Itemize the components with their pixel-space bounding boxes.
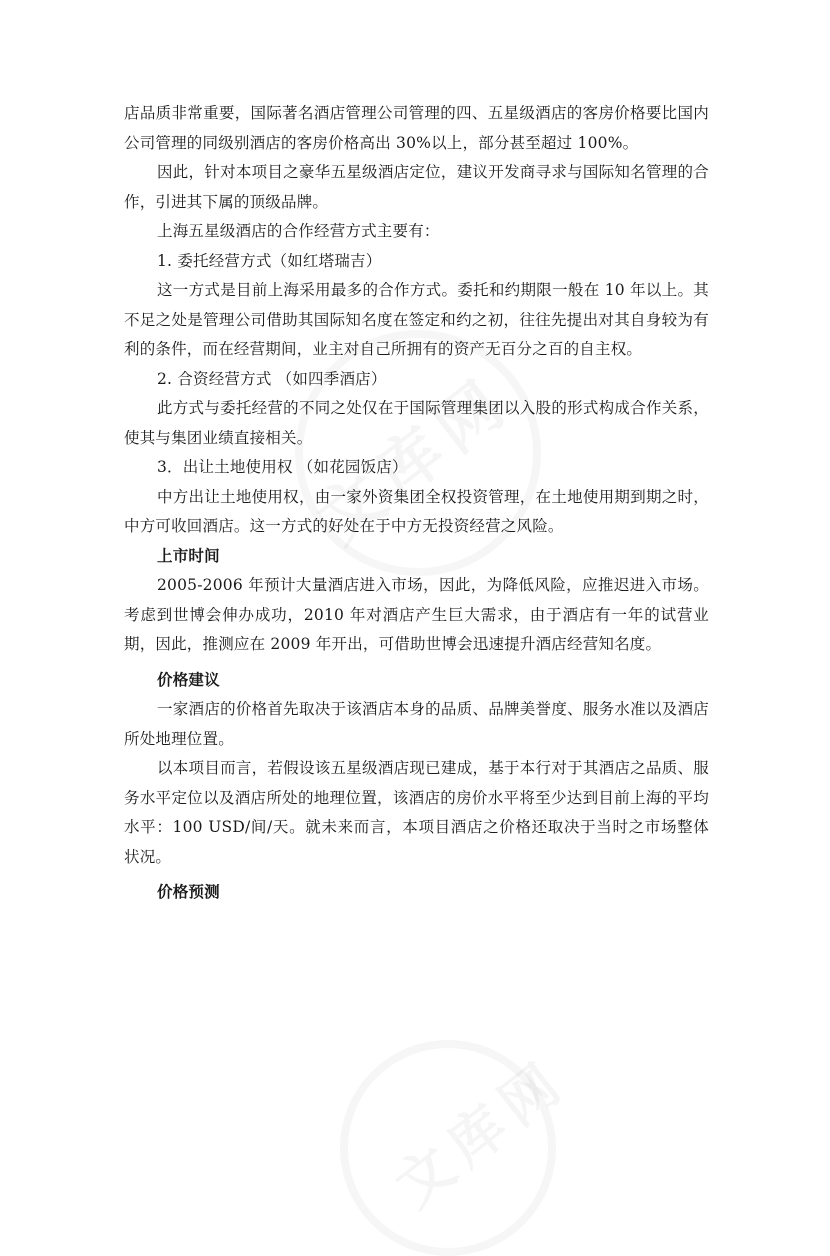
watermark [376,1038,581,1223]
paragraph-price-level: 以本项目而言，若假设该五星级酒店现已建成，基于本行对于其酒店之品质、服务水平定位以及酒店所处的地理位置，该酒店的房价水平将至少达到目前上海的平均水平：100 USD/间/天。就未来而言，本项目酒店之价格还取决于当时之市场整体状况。 [124,759,709,866]
paragraph-entrusted-operation: 这一方式是目前上海采用最多的合作方式。委托和约期限一般在 10 年以上。其不足之处是管理公司借助其国际知名度在签定和约之初，往往先提出对其自身较为有利的条件，而在经营期间，业主对自己所拥有的资产无百分之百的自主权。 [124,281,709,358]
paragraph-price-factors: 一家酒店的价格首先取决于该酒店本身的品质、品牌美誉度、服务水准以及酒店所处地理位置。 [124,700,709,748]
document-body [124,99,709,908]
list-item-land-use-rights: 3．出让土地使用权 （如花园饭店） [157,458,408,476]
paragraph-cooperation-intro: 上海五星级酒店的合作经营方式主要有： [157,222,440,240]
watermark-seal-ring [340,1040,556,1256]
paragraph-launch-timing: 2005-2006 年预计大量酒店进入市场，因此，为降低风险，应推迟进入市场。考虑到世博会伸办成功，2010 年对酒店产生巨大需求，由于酒店有一年的试营业期，因此，推测应在 2009 年开出，可借助世博会迅速提升酒店经营知名度。 [124,576,709,653]
list-item-joint-venture: 2. 合资经营方式 （如四季酒店） [157,369,387,388]
list-item-entrusted-operation: 1. 委托经营方式（如红塔瑞吉） [157,251,382,270]
heading-price-forecast: 价格预测 [157,883,220,901]
paragraph-hotel-quality: 店品质非常重要，国际著名酒店管理公司管理的四、五星级酒店的客房价格要比国内公司管理的同级别酒店的客房价格高出 30%以上，部分甚至超过 100%。 [124,104,709,152]
heading-price-suggestion: 价格建议 [157,670,220,689]
heading-launch-timing: 上市时间 [157,546,220,565]
paragraph-joint-venture: 此方式与委托经营的不同之处仅在于国际管理集团以入股的形式构成合作关系，使其与集团业绩直接相关。 [124,399,709,447]
paragraph-land-use-rights: 中方出让土地使用权，由一家外资集团全权投资管理，在土地使用期到期之时，中方可收回酒店。这一方式的好处在于中方无投资经营之风险。 [124,487,709,535]
paragraph-recommendation: 因此，针对本项目之豪华五星级酒店定位，建议开发商寻求与国际知名管理的合作，引进其下属的顶级品牌。 [124,163,709,211]
